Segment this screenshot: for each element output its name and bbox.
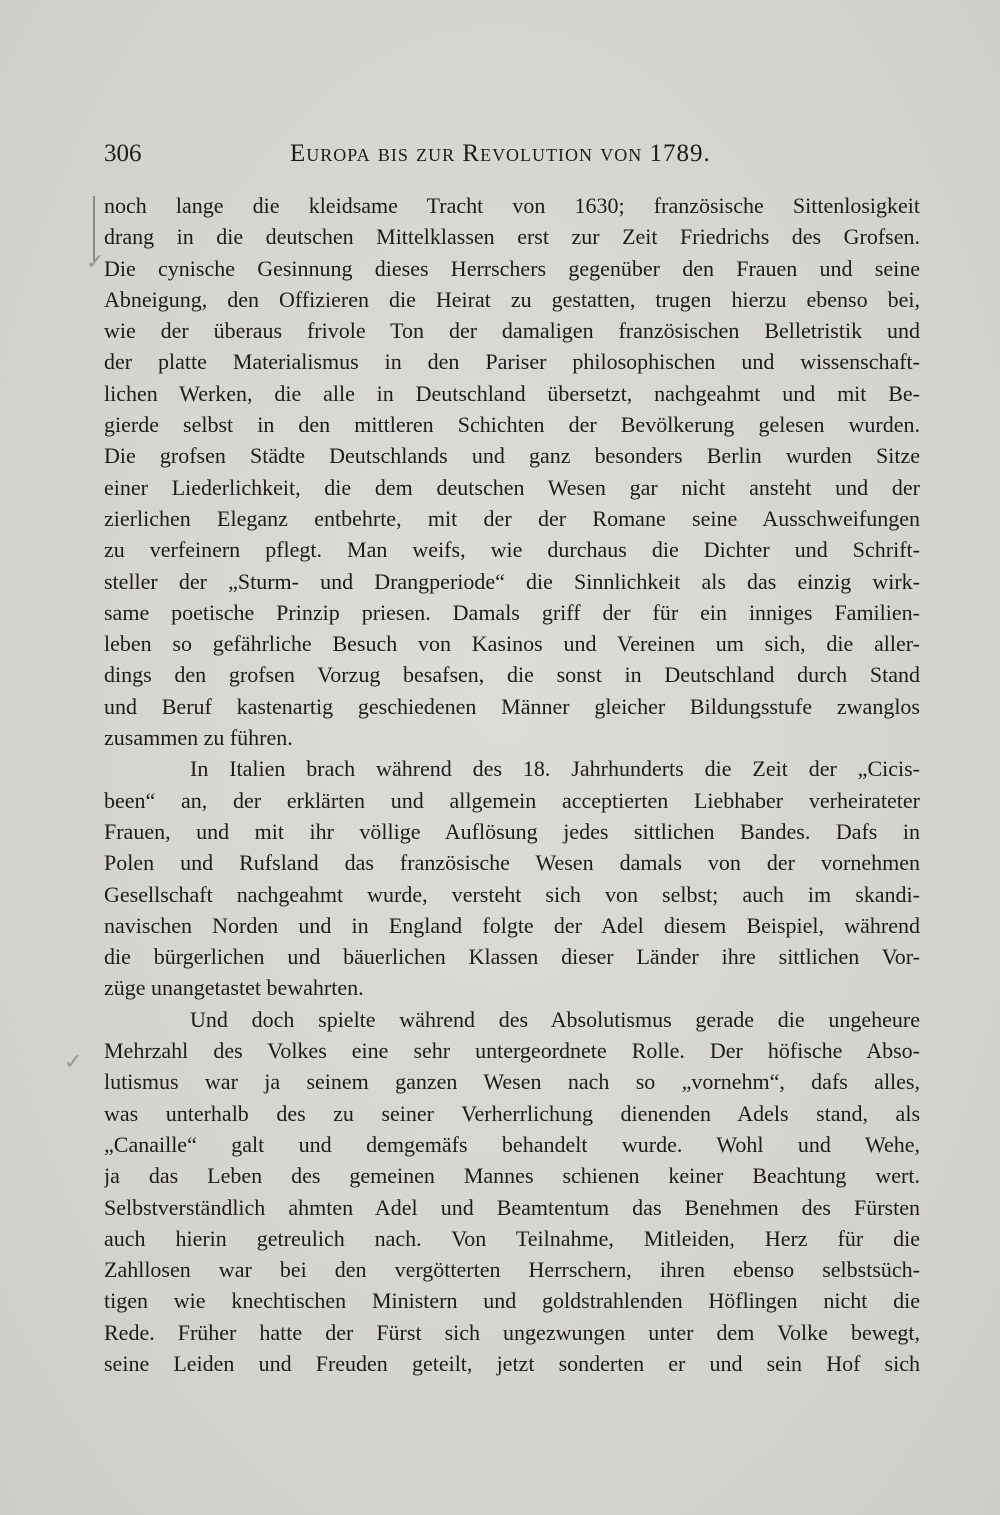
text-line: Gesellschaft nachgeahmt wurde, versteht sich von selbst; auch im skandi- <box>104 881 920 907</box>
text-line: einer Liederlichkeit, die dem deutschen Wesen gar nicht ansteht und der <box>104 474 920 500</box>
running-head: Europa bis zur Revolution von 1789. <box>290 140 711 167</box>
text-line: ja das Leben des gemeinen Mannes schienen keiner Beachtung wert. <box>104 1163 920 1189</box>
text-line: Selbstverständlich ahmten Adel und Beamtentum das Benehmen des Fürsten <box>104 1194 920 1220</box>
text-line: lutismus war ja seinem ganzen Wesen nach so „vornehm“, dafs alles, <box>104 1069 920 1095</box>
text-line: Und doch spielte während des Absolutismus gerade die ungeheure <box>190 1006 920 1032</box>
text-line: wie der überaus frivole Ton der damaligen französischen Belletristik und <box>104 318 920 344</box>
text-line: Rede. Früher hatte der Fürst sich ungezwungen unter dem Volke bewegt, <box>104 1319 920 1345</box>
text-line: navischen Norden und in England folgte der Adel diesem Beispiel, während <box>104 912 920 938</box>
text-line: Zahllosen war bei den vergötterten Herrschern, ihren ebenso selbstsüch- <box>104 1257 920 1283</box>
text-line: seine Leiden und Freuden geteilt, jetzt sonderten er und sein Hof sich <box>104 1350 920 1376</box>
text-line: zu verfeinern pflegt. Man weifs, wie durchaus die Dichter und Schrift- <box>104 537 920 563</box>
text-line: same poetische Prinzip priesen. Damals griff der für ein inniges Familien- <box>104 599 920 625</box>
margin-check-mark: ✓ <box>64 1050 83 1075</box>
text-line: dings den grofsen Vorzug besafsen, die sonst in Deutschland durch Stand <box>104 662 920 688</box>
margin-check-mark: ✓ <box>86 250 105 275</box>
text-line: leben so gefährliche Besuch von Kasinos und Vereinen um sich, die aller- <box>104 631 920 657</box>
text-line: der platte Materialismus in den Pariser philosophischen und wissenschaft- <box>104 349 920 375</box>
text-line: Frauen, und mit ihr völlige Auflösung jedes sittlichen Bandes. Dafs in <box>104 818 920 844</box>
page-header <box>104 140 920 174</box>
text-line: steller der „Sturm- und Drangperiode“ die Sinnlichkeit als das einzig wirk- <box>104 568 920 594</box>
text-line: Abneigung, den Offizieren die Heirat zu gestatten, trugen hierzu ebenso bei, <box>104 286 920 312</box>
text-line: zierlichen Eleganz entbehrte, mit der der Romane seine Ausschweifungen <box>104 505 920 531</box>
body-text <box>104 190 920 1379</box>
text-line: Die grofsen Städte Deutschlands und ganz besonders Berlin wurden Sitze <box>104 443 920 469</box>
text-line: lichen Werken, die alle in Deutschland übersetzt, nachgeahmt und mit Be- <box>104 380 920 406</box>
text-line: gierde selbst in den mittleren Schichten der Bevölkerung gelesen wurden. <box>104 412 920 438</box>
text-line: drang in die deutschen Mittelklassen erst zur Zeit Friedrichs des Grofsen. <box>104 224 920 250</box>
text-line: Mehrzahl des Volkes eine sehr untergeordnete Rolle. Der höfische Abso- <box>104 1038 920 1064</box>
text-line: auch hierin getreulich nach. Von Teilnahme, Mitleiden, Herz für die <box>104 1225 920 1251</box>
text-line: züge unangetastet bewahrten. <box>104 975 364 1001</box>
text-line: zusammen zu führen. <box>104 725 293 751</box>
text-line: In Italien brach während des 18. Jahrhunderts die Zeit der „Cicis- <box>190 756 920 782</box>
text-line: und Beruf kastenartig geschiedenen Männer gleicher Bildungsstufe zwanglos <box>104 693 920 719</box>
page-number: 306 <box>104 140 142 167</box>
text-line: Die cynische Gesinnung dieses Herrschers gegenüber den Frauen und seine <box>104 255 920 281</box>
text-line: tigen wie knechtischen Ministern und goldstrahlenden Höflingen nicht die <box>104 1288 920 1314</box>
text-line: noch lange die kleidsame Tracht von 1630; französische Sittenlosigkeit <box>104 193 920 218</box>
text-line: die bürgerlichen und bäuerlichen Klassen dieser Länder ihre sittlichen Vor- <box>104 944 920 970</box>
text-line: Polen und Rufsland das französische Wesen damals von der vornehmen <box>104 850 920 876</box>
text-line: „Canaille“ galt und demgemäfs behandelt wurde. Wohl und Wehe, <box>104 1131 920 1157</box>
text-line: been“ an, der erklärten und allgemein acceptierten Liebhaber verheirateter <box>104 787 920 813</box>
text-line: was unterhalb des zu seiner Verherrlichung dienenden Adels stand, als <box>104 1100 920 1126</box>
